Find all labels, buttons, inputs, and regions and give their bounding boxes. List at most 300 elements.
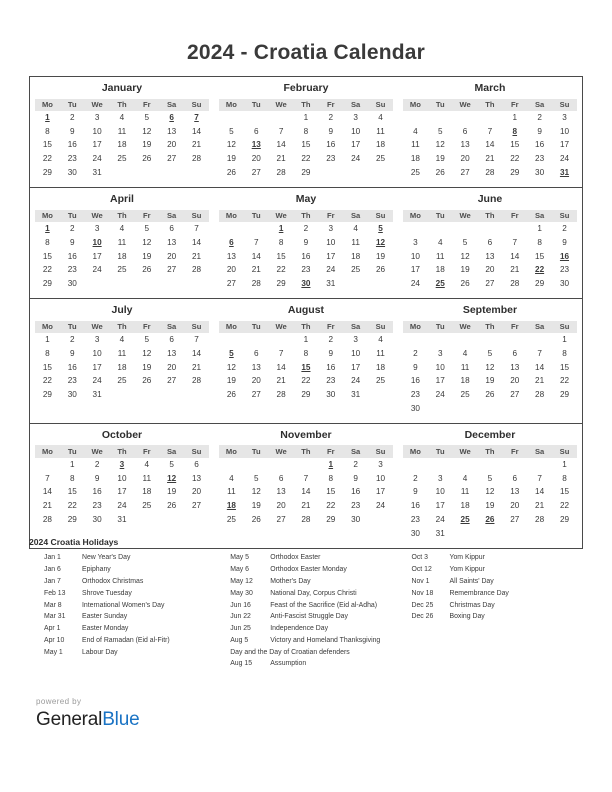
weekday-header-sa: Sa: [159, 99, 184, 112]
day-cell: 13: [167, 237, 177, 247]
footer-branding: [36, 698, 139, 729]
day-cell: 16: [67, 251, 77, 261]
day-cell: 20: [510, 376, 520, 386]
day-cell: 21: [251, 265, 261, 275]
day-cell: 20: [485, 265, 495, 275]
week-row: [403, 236, 577, 250]
day-cell: 7: [194, 223, 199, 233]
weekday-header-sa: Sa: [343, 445, 368, 458]
day-cell: 27: [226, 279, 236, 289]
day-cell: 22: [42, 265, 52, 275]
day-cell: 11: [117, 348, 127, 358]
week-row: [35, 152, 209, 166]
day-cell: 13: [167, 126, 177, 136]
week-row: [219, 458, 393, 472]
day-cell: 3: [94, 112, 100, 122]
day-cell: 25: [410, 168, 420, 178]
day-cell: 24: [92, 265, 102, 275]
day-cell: 27: [167, 376, 177, 386]
day-cell: 15: [559, 362, 570, 372]
day-cell: 19: [251, 501, 261, 511]
day-cell: 26: [460, 279, 470, 289]
month-day-grid: [35, 99, 209, 181]
day-cell-holiday: 26: [485, 514, 495, 524]
weekday-header-th: Th: [294, 321, 319, 334]
day-cell: 11: [376, 126, 385, 136]
day-cell: 16: [67, 362, 77, 372]
day-cell: 13: [485, 251, 495, 261]
day-cell: 26: [167, 501, 177, 511]
day-cell-empty: [478, 222, 503, 236]
week-row: [35, 222, 209, 236]
day-cell: 28: [191, 376, 202, 386]
day-cell-holiday: 13: [251, 140, 261, 150]
calendar-grid: [29, 76, 583, 549]
weekday-header-su: Su: [184, 99, 209, 112]
week-row: [35, 458, 209, 472]
weekday-header-tu: Tu: [428, 210, 453, 223]
holiday-name: Victory and Homeland Thanksgiving: [270, 636, 381, 644]
day-cell: 3: [328, 223, 334, 233]
weekday-header-fr: Fr: [318, 445, 343, 458]
holiday-date: Jun 25: [230, 625, 251, 633]
holiday-date: May 12: [230, 578, 253, 585]
holiday-date: Jun 22: [230, 613, 251, 621]
holidays-heading: 2024 Croatia Holidays: [29, 537, 119, 547]
weekday-header-th: Th: [478, 445, 503, 458]
weekday-header-mo: Mo: [35, 321, 60, 334]
day-cell: 4: [144, 459, 150, 469]
day-cell-empty: [219, 111, 244, 125]
day-cell: 13: [510, 362, 520, 372]
day-cell: 6: [278, 473, 284, 483]
day-cell-empty: [428, 402, 453, 416]
day-cell: 17: [559, 140, 570, 150]
day-cell-empty: [527, 402, 552, 416]
day-cell: 17: [92, 362, 102, 372]
weekday-header-su: Su: [368, 445, 393, 458]
month-title: May: [295, 193, 317, 206]
day-cell-holiday: 25: [460, 514, 470, 524]
day-cell: 12: [142, 126, 152, 136]
week-row: [403, 277, 577, 291]
holiday-date: Feb 13: [44, 589, 66, 597]
day-cell: 28: [485, 168, 495, 178]
week-row: [219, 236, 393, 250]
week-row: [403, 139, 577, 153]
day-cell-holiday: 7: [194, 112, 199, 122]
month-block-june: [398, 188, 582, 298]
month-day-grid: [219, 445, 393, 527]
month-day-grid: [403, 445, 577, 540]
day-cell: 4: [437, 237, 443, 247]
day-cell: 7: [487, 126, 493, 136]
weekday-header-tu: Tu: [60, 445, 85, 458]
day-cell: 18: [117, 140, 127, 150]
weekday-header-th: Th: [294, 445, 319, 458]
day-cell: 6: [487, 237, 493, 247]
day-cell: 26: [251, 514, 261, 524]
day-cell: 30: [351, 514, 361, 524]
day-cell-empty: [159, 388, 184, 402]
holiday-entry: [44, 647, 230, 659]
weekday-header-fr: Fr: [318, 210, 343, 223]
holiday-name: New Year's Day: [82, 554, 131, 562]
day-cell: 30: [410, 403, 420, 413]
holiday-entry: [230, 600, 411, 612]
weekday-header-row: [35, 210, 209, 223]
month-block-july: [30, 299, 214, 423]
day-cell: 16: [92, 487, 102, 497]
day-cell-empty: [219, 222, 244, 236]
holiday-name: All Saints' Day: [449, 578, 494, 585]
weekday-header-su: Su: [552, 445, 577, 458]
week-row: [403, 250, 577, 264]
day-cell-holiday: 5: [378, 223, 383, 233]
weekday-header-mo: Mo: [403, 99, 428, 112]
day-cell-empty: [85, 277, 110, 291]
day-cell: 10: [435, 487, 445, 497]
holiday-date: Dec 25: [411, 601, 434, 609]
weekday-header-th: Th: [110, 321, 135, 334]
day-cell: 29: [535, 279, 545, 289]
day-cell-empty: [184, 513, 209, 527]
day-cell: 20: [460, 154, 470, 164]
day-cell-empty: [269, 333, 294, 347]
day-cell: 16: [67, 140, 77, 150]
day-cell: 10: [117, 473, 127, 483]
weekday-header-fr: Fr: [502, 321, 527, 334]
holiday-entry: [230, 577, 411, 589]
day-cell: 22: [276, 265, 286, 275]
day-cell: 21: [535, 376, 545, 386]
holiday-name: Christmas Day: [449, 601, 495, 609]
quarter-row-1: [30, 77, 582, 187]
day-cell: 25: [142, 501, 152, 511]
weekday-header-fr: Fr: [318, 321, 343, 334]
holiday-date: Apr 10: [44, 636, 65, 644]
month-title: April: [110, 193, 134, 206]
weekday-header-row: [403, 210, 577, 223]
day-cell: 1: [45, 335, 50, 345]
day-cell-empty: [453, 402, 478, 416]
day-cell: 29: [559, 390, 570, 400]
day-cell: 30: [67, 279, 77, 289]
day-cell: 16: [326, 140, 336, 150]
day-cell-empty: [403, 458, 428, 472]
weekday-header-row: [219, 445, 393, 458]
day-cell: 9: [303, 237, 309, 247]
week-row: [35, 347, 209, 361]
day-cell: 14: [191, 348, 202, 358]
holiday-name: Easter Monday: [82, 625, 129, 633]
day-cell: 23: [326, 376, 336, 386]
holiday-date: May 5: [230, 554, 249, 562]
day-cell-empty: [478, 333, 503, 347]
day-cell: 1: [537, 223, 542, 233]
day-cell: 26: [142, 376, 152, 386]
day-cell-empty: [244, 222, 269, 236]
day-cell: 9: [353, 473, 358, 483]
holiday-entry: [230, 659, 411, 671]
holiday-entry: [412, 600, 584, 612]
day-cell: 17: [92, 251, 102, 261]
day-cell: 24: [92, 376, 102, 386]
weekday-header-we: We: [269, 321, 294, 334]
day-cell: 8: [45, 348, 50, 358]
month-day-grid: [35, 321, 209, 403]
day-cell: 26: [485, 390, 495, 400]
day-cell: 27: [251, 390, 261, 400]
holiday-date: Jan 6: [44, 566, 61, 574]
day-cell: 21: [191, 362, 202, 372]
day-cell: 5: [144, 335, 150, 345]
day-cell: 30: [410, 528, 420, 538]
day-cell: 13: [191, 473, 202, 483]
day-cell: 7: [45, 473, 50, 483]
weekday-header-we: We: [453, 99, 478, 112]
weekday-header-row: [403, 99, 577, 112]
day-cell: 19: [142, 362, 152, 372]
day-cell: 3: [437, 473, 443, 483]
weekday-header-sa: Sa: [159, 445, 184, 458]
week-row: [403, 388, 577, 402]
logo-text-general: General: [36, 709, 103, 730]
weekday-header-su: Su: [184, 210, 209, 223]
day-cell: 21: [485, 154, 495, 164]
day-cell: 27: [167, 154, 177, 164]
weekday-header-th: Th: [294, 99, 319, 112]
day-cell: 6: [253, 348, 259, 358]
weekday-header-su: Su: [552, 321, 577, 334]
day-cell: 19: [142, 140, 152, 150]
holiday-name: Independence Day: [270, 625, 329, 633]
holidays-section: [29, 537, 583, 671]
weekday-header-fr: Fr: [134, 99, 159, 112]
weekday-header-th: Th: [478, 210, 503, 223]
weekday-header-su: Su: [184, 445, 209, 458]
month-block-may: [214, 188, 398, 298]
day-cell: 12: [435, 140, 445, 150]
day-cell-empty: [159, 277, 184, 291]
day-cell: 19: [485, 501, 495, 511]
holiday-entry: [412, 588, 584, 600]
day-cell: 17: [351, 140, 361, 150]
day-cell: 30: [535, 168, 545, 178]
day-cell: 7: [303, 473, 309, 483]
day-cell-holiday: 5: [229, 348, 234, 358]
week-row: [219, 152, 393, 166]
holiday-date: Oct 3: [411, 554, 428, 562]
day-cell: 26: [435, 168, 445, 178]
month-day-grid: [35, 210, 209, 292]
weekday-header-sa: Sa: [159, 321, 184, 334]
day-cell: 10: [92, 348, 102, 358]
day-cell: 10: [351, 126, 361, 136]
week-row: [219, 125, 393, 139]
day-cell: 9: [94, 473, 100, 483]
holiday-date: Mar 31: [44, 613, 66, 621]
day-cell: 8: [69, 473, 75, 483]
day-cell: 27: [276, 514, 286, 524]
holiday-date: Aug 5: [230, 636, 249, 644]
day-cell: 2: [562, 223, 567, 233]
weekday-header-row: [403, 321, 577, 334]
weekday-header-su: Su: [368, 321, 393, 334]
day-cell: 17: [435, 501, 445, 511]
day-cell: 28: [276, 168, 286, 178]
day-cell: 8: [303, 126, 309, 136]
week-row: [35, 486, 209, 500]
day-cell: 28: [510, 279, 520, 289]
holiday-entry: [230, 612, 411, 624]
day-cell: 3: [94, 223, 100, 233]
holiday-date: May 6: [230, 566, 249, 574]
day-cell-empty: [403, 111, 428, 125]
weekday-header-sa: Sa: [343, 99, 368, 112]
day-cell: 15: [42, 140, 52, 150]
day-cell: 23: [410, 390, 420, 400]
day-cell: 12: [251, 487, 261, 497]
day-cell: 5: [487, 473, 493, 483]
day-cell: 28: [276, 390, 286, 400]
holiday-date: Nov 18: [411, 589, 434, 597]
weekday-header-mo: Mo: [403, 210, 428, 223]
holiday-name: Assumption: [270, 660, 307, 668]
month-block-april: [30, 188, 214, 298]
day-cell: 2: [328, 335, 334, 345]
day-cell: 15: [276, 251, 286, 261]
day-cell: 4: [229, 473, 234, 483]
day-cell: 29: [67, 514, 77, 524]
day-cell-empty: [453, 222, 478, 236]
day-cell: 17: [410, 265, 420, 275]
day-cell-empty: [453, 111, 478, 125]
weekday-header-we: We: [453, 210, 478, 223]
day-cell: 24: [351, 154, 361, 164]
week-row: [219, 388, 393, 402]
day-cell-holiday: 22: [535, 265, 545, 275]
weekday-header-we: We: [85, 210, 110, 223]
day-cell-holiday: 1: [45, 223, 50, 233]
week-row: [35, 277, 209, 291]
month-day-grid: [219, 99, 393, 181]
week-row: [403, 499, 577, 513]
holiday-entry: [44, 553, 230, 565]
day-cell: 20: [167, 362, 177, 372]
day-cell: 5: [487, 348, 493, 358]
day-cell: 7: [278, 348, 284, 358]
day-cell-holiday: 1: [45, 112, 50, 122]
weekday-header-fr: Fr: [134, 445, 159, 458]
day-cell: 30: [326, 390, 336, 400]
day-cell-holiday: 12: [375, 237, 386, 247]
day-cell: 2: [353, 459, 358, 469]
day-cell-empty: [343, 277, 368, 291]
holidays-column-3: [412, 553, 584, 624]
holiday-name: Orthodox Christmas: [82, 578, 144, 585]
day-cell-empty: [368, 388, 393, 402]
weekday-header-sa: Sa: [343, 321, 368, 334]
day-cell: 7: [537, 348, 542, 358]
day-cell: 18: [117, 251, 127, 261]
week-row: [403, 458, 577, 472]
day-cell: 22: [301, 376, 311, 386]
day-cell: 28: [301, 514, 311, 524]
day-cell: 5: [144, 223, 150, 233]
holiday-name: Remembrance Day: [449, 589, 509, 597]
day-cell: 16: [326, 362, 336, 372]
day-cell: 21: [535, 501, 545, 511]
holidays-columns: [29, 553, 583, 671]
day-cell: 17: [351, 362, 361, 372]
day-cell: 1: [562, 335, 567, 345]
day-cell: 16: [410, 376, 420, 386]
day-cell: 17: [92, 140, 102, 150]
day-cell: 3: [378, 459, 383, 469]
day-cell: 27: [167, 265, 177, 275]
weekday-header-tu: Tu: [60, 321, 85, 334]
day-cell-empty: [318, 166, 343, 180]
day-cell: 27: [251, 168, 261, 178]
weekday-header-we: We: [85, 445, 110, 458]
day-cell: 3: [353, 335, 358, 345]
day-cell-empty: [294, 458, 319, 472]
weekday-header-tu: Tu: [244, 321, 269, 334]
month-title: November: [280, 428, 332, 441]
holiday-date: Aug 15: [230, 660, 253, 668]
day-cell: 4: [462, 473, 468, 483]
weekday-header-mo: Mo: [35, 445, 60, 458]
holiday-name: Feast of the Sacrifice (Eid al-Adha): [270, 601, 378, 609]
weekday-header-mo: Mo: [219, 99, 244, 112]
month-day-grid: [219, 321, 393, 403]
day-cell: 1: [562, 459, 567, 469]
day-cell: 25: [375, 376, 386, 386]
day-cell-empty: [428, 458, 453, 472]
quarter-row-2: [30, 187, 582, 298]
day-cell: 21: [510, 265, 520, 275]
day-cell: 20: [251, 376, 261, 386]
day-cell: 16: [535, 140, 545, 150]
day-cell: 11: [227, 487, 236, 497]
day-cell: 6: [462, 126, 468, 136]
week-row: [35, 236, 209, 250]
day-cell: 29: [42, 279, 52, 289]
day-cell-empty: [403, 333, 428, 347]
holiday-entry: [230, 588, 411, 600]
weekday-header-th: Th: [110, 210, 135, 223]
month-day-grid: [35, 445, 209, 527]
day-cell-empty: [134, 513, 159, 527]
day-cell: 2: [69, 335, 75, 345]
week-row: [403, 347, 577, 361]
week-row: [219, 486, 393, 500]
day-cell: 10: [410, 251, 420, 261]
day-cell: 9: [328, 348, 334, 358]
day-cell: 24: [410, 279, 420, 289]
day-cell-empty: [134, 166, 159, 180]
weekday-header-row: [403, 445, 577, 458]
month-title: March: [474, 82, 506, 94]
day-cell: 10: [351, 348, 361, 358]
day-cell: 4: [353, 223, 358, 233]
weekday-header-we: We: [269, 210, 294, 223]
week-row: [403, 375, 577, 389]
day-cell: 20: [167, 140, 177, 150]
holiday-date: May 30: [230, 589, 253, 597]
day-cell: 2: [69, 223, 75, 233]
